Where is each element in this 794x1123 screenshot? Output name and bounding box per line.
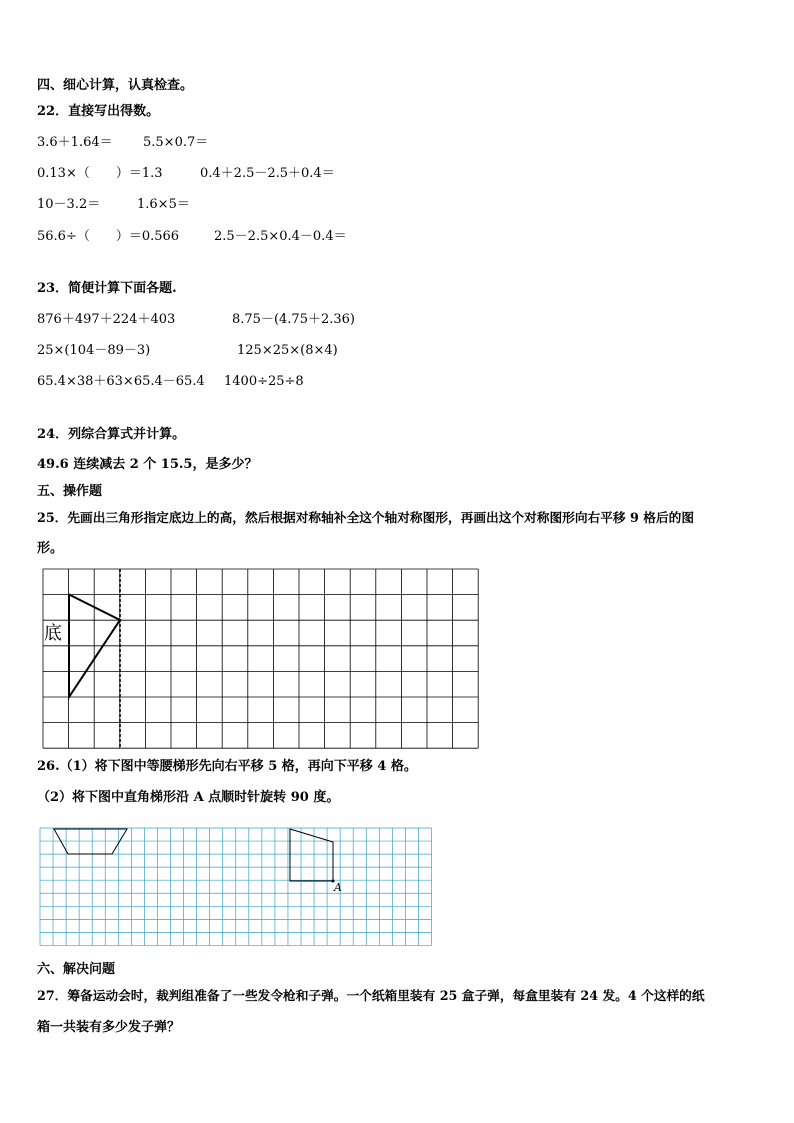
q26-grid-lines [40, 828, 432, 945]
q23-row3-col2: 1400÷25÷8 [224, 374, 304, 389]
q22-row3-col2: 1.6×5＝ [137, 197, 190, 212]
q23-row2-col2: 125×25×(8×4) [237, 343, 338, 358]
q22-label: 22．直接写出得数。 [37, 104, 160, 119]
section6-heading: 六、解决问题 [37, 962, 116, 977]
q26-text-line1: 26.（1）将下图中等腰梯形先向右平移 5 格，再向下平移 4 格。 [37, 759, 417, 774]
right-trapezoid [290, 829, 333, 881]
q25-text-line2: 形。 [37, 541, 64, 556]
q26-grid-figure [38, 824, 432, 952]
q22-row2-col2: 0.4＋2.5－2.5＋0.4＝ [200, 166, 335, 181]
q25-grid-figure [40, 566, 482, 752]
q26-text-line2: （2）将下图中直角梯形沿 A 点顺时针旋转 90 度。 [37, 790, 340, 805]
q22-row1-col1: 3.6＋1.64＝ [37, 135, 113, 150]
q22-row3-col1: 10－3.2＝ [37, 197, 101, 212]
q23-row2-col1: 25×(104－89－3) [37, 343, 151, 358]
base-label: 底 [44, 623, 62, 644]
section4-heading: 四、细心计算，认真检查。 [37, 78, 194, 93]
q23-row1-col2: 8.75－(4.75＋2.36) [232, 312, 355, 327]
q27-text-line1: 27．筹备运动会时，裁判组准备了一些发令枪和子弹。一个纸箱里装有 25 盒子弹，每盒里装有 24 发。4 个这样的纸 [37, 988, 705, 1003]
isosceles-trapezoid [54, 829, 127, 854]
q22-row4-col2: 2.5－2.5×0.4－0.4＝ [214, 229, 347, 244]
q25-text-line1: 25．先画出三角形指定底边上的高，然后根据对称轴补全这个轴对称图形，再画出这个对称图形向右平移 9 格后的图 [37, 510, 695, 525]
q25-grid-lines [43, 569, 478, 748]
q22-row4-col1: 56.6÷（ ）＝0.566 [37, 229, 180, 244]
q24-label: 24．列综合算式并计算。 [37, 427, 186, 442]
point-a-label: A [334, 881, 342, 894]
q27-text-line2: 箱一共装有多少发子弹？ [37, 1020, 181, 1035]
section5-heading: 五、操作题 [37, 484, 103, 499]
q24-text: 49.6 连续减去 2 个 15.5，是多少？ [37, 457, 258, 472]
q23-label: 23．简便计算下面各题. [37, 281, 177, 296]
q22-row2-col1: 0.13×（ ）＝1.3 [37, 166, 163, 181]
q23-row3-col1: 65.4×38＋63×65.4－65.4 [37, 374, 205, 389]
q23-row1-col1: 876＋497＋224＋403 [37, 312, 176, 327]
q22-row1-col2: 5.5×0.7＝ [143, 135, 209, 150]
